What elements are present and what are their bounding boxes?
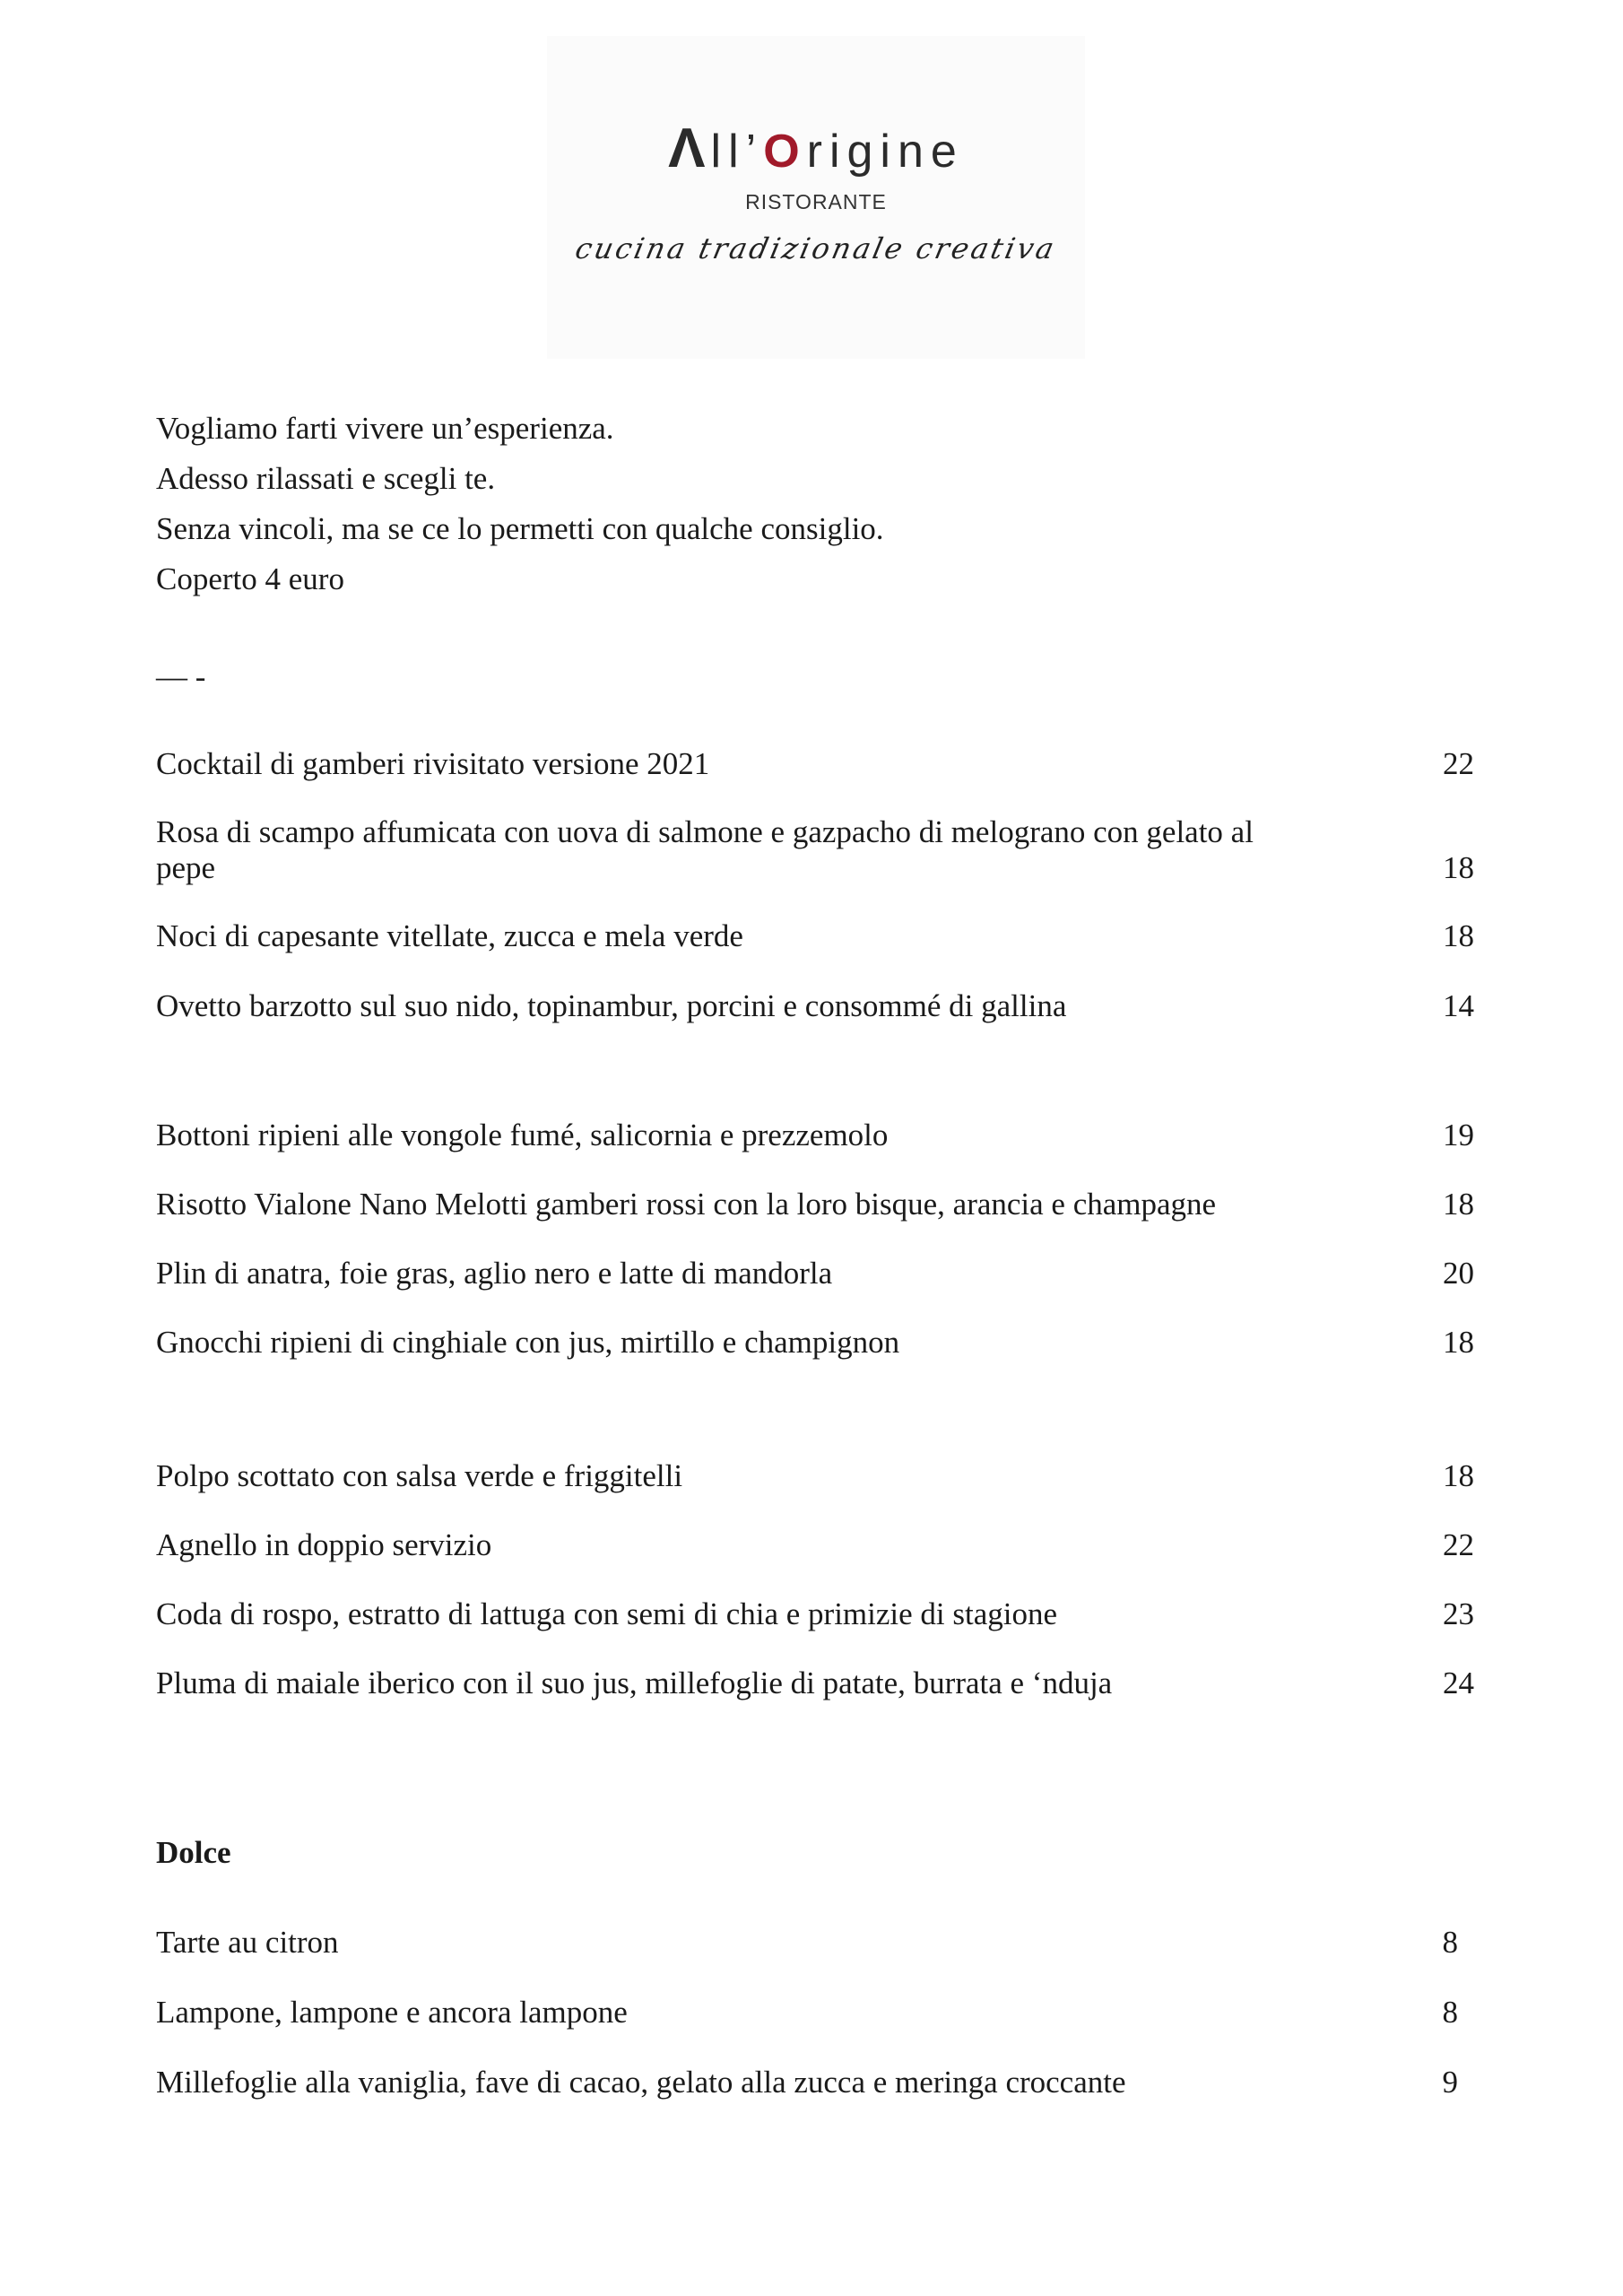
menu-item — [156, 1256, 1474, 1292]
menu-item — [156, 1325, 1474, 1361]
brand-a-mark: Λ — [668, 117, 711, 179]
menu-item-price: 18 — [1443, 918, 1474, 953]
cover-charge: Coperto 4 euro — [156, 561, 344, 596]
menu-section-secondi — [156, 1458, 1474, 1701]
menu-item-name: Lampone, lampone e ancora lampone — [156, 1995, 628, 2030]
menu-item — [156, 1665, 1474, 1701]
menu-section-antipasti — [156, 746, 1474, 1024]
menu-item-price: 22 — [1443, 1527, 1474, 1562]
menu-item-price: 8 — [1442, 1995, 1458, 2030]
menu-item — [156, 1527, 1474, 1563]
menu-item-name: Millefoglie alla vaniglia, fave di cacao, gelato alla zucca e meringa croccante — [156, 2065, 1126, 2100]
menu-item — [156, 1187, 1474, 1222]
menu-item-price: 22 — [1443, 746, 1474, 781]
menu-section-dolce — [156, 1925, 1465, 2100]
menu-item-price: 18 — [1443, 1325, 1474, 1360]
menu-item-name: Pluma di maiale iberico con il suo jus, millefoglie di patate, burrata e ‘nduja — [156, 1665, 1113, 1700]
menu-item-name: Agnello in doppio servizio — [156, 1527, 492, 1562]
menu-item-name: Coda di rospo, estratto di lattuga con semi di chia e primizie di stagione — [156, 1596, 1058, 1631]
menu-item — [156, 1458, 1474, 1494]
menu-item-name: Cocktail di gamberi rivisitato versione 2021 — [156, 746, 710, 781]
menu-item-price: 20 — [1443, 1256, 1474, 1291]
menu-item-name: Noci di capesante vitellate, zucca e mela verde — [156, 918, 743, 953]
menu-item-name: Rosa di scampo affumicata con uova di salmone e gazpacho di melograno con gelato al pepe — [156, 814, 1254, 885]
menu-item — [156, 988, 1474, 1024]
menu-item-price: 19 — [1443, 1118, 1474, 1152]
menu-item-price: 18 — [1443, 850, 1474, 885]
menu-item-price: 18 — [1443, 1187, 1474, 1222]
menu-item-price: 9 — [1442, 2065, 1458, 2100]
brand-name — [547, 117, 1085, 180]
menu-item-price: 24 — [1443, 1665, 1474, 1700]
menu-item — [156, 2065, 1465, 2100]
menu-item — [156, 746, 1474, 782]
brand-accent-letter: O — [763, 126, 807, 178]
brand-part-1: ll’ — [710, 126, 764, 178]
logo-tagline: cucina tradizionale creativa — [572, 231, 1060, 265]
restaurant-logo — [547, 36, 1085, 359]
menu-section-primi — [156, 1118, 1474, 1361]
menu-item-name: Tarte au citron — [156, 1925, 339, 1960]
intro-line: Adesso rilassati e scegli te. — [156, 461, 496, 496]
menu-item — [156, 1596, 1474, 1632]
menu-item — [156, 918, 1474, 954]
logo-subtitle: RISTORANTE — [745, 190, 887, 213]
menu-item — [156, 1925, 1465, 1961]
menu-item-name: Bottoni ripieni alle vongole fumé, salicornia e prezzemolo — [156, 1118, 889, 1152]
menu-item-price: 14 — [1443, 988, 1474, 1023]
intro-line: Vogliamo farti vivere un’esperienza. — [156, 411, 614, 446]
section-title-dolce: Dolce — [156, 1835, 231, 1870]
intro-line: Senza vincoli, ma se ce lo permetti con qualche consiglio. — [156, 511, 884, 546]
menu-item-name: Polpo scottato con salsa verde e friggitelli — [156, 1458, 683, 1493]
menu-item-price: 8 — [1442, 1925, 1458, 1960]
menu-item-name: Ovetto barzotto sul suo nido, topinambur, porcini e consommé di gallina — [156, 988, 1067, 1023]
menu-item — [156, 1118, 1474, 1153]
menu-item-price: 18 — [1443, 1458, 1474, 1493]
menu-item-name: Risotto Vialone Nano Melotti gamberi rossi con la loro bisque, arancia e champagne — [156, 1187, 1217, 1222]
intro-text — [156, 404, 1411, 604]
menu-item-price: 23 — [1443, 1596, 1474, 1631]
section-separator: — - — [156, 659, 206, 694]
menu-item — [156, 1995, 1465, 2031]
brand-part-2: rigine — [806, 126, 964, 178]
menu-item — [156, 814, 1474, 886]
menu-item-name: Gnocchi ripieni di cinghiale con jus, mirtillo e champignon — [156, 1325, 900, 1360]
menu-item-name: Plin di anatra, foie gras, aglio nero e latte di mandorla — [156, 1256, 833, 1291]
